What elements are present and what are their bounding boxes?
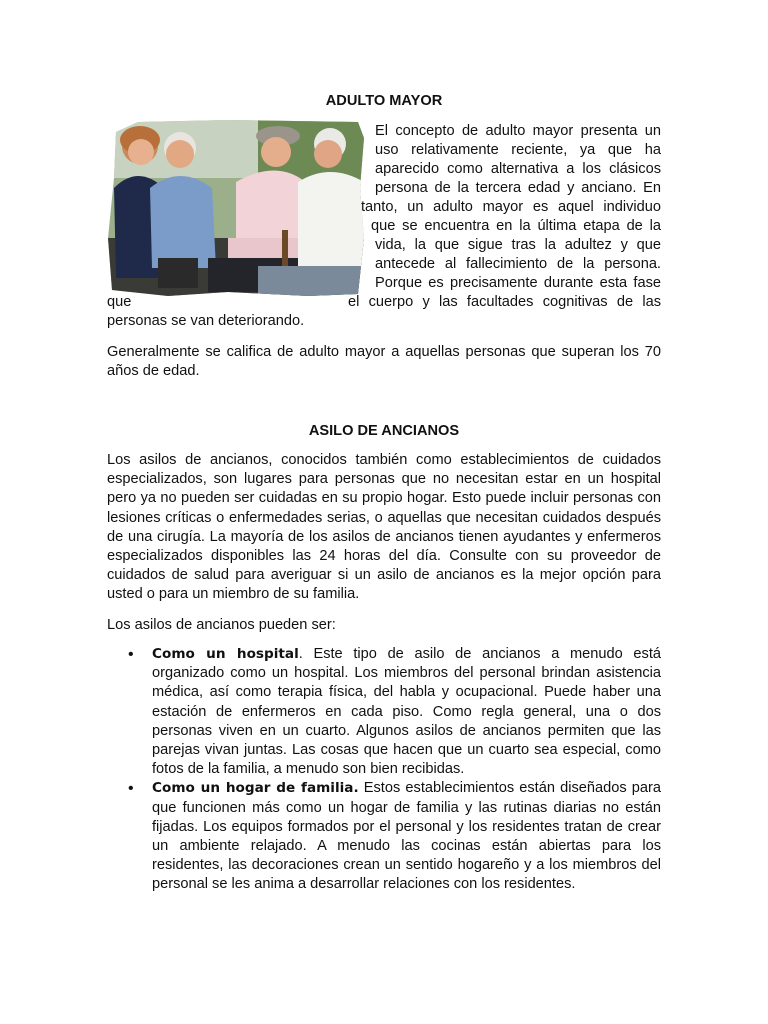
wrapped-line: el cuerpo y las facultades cognitivas de las	[348, 294, 661, 310]
section-title-adulto-mayor: ADULTO MAYOR	[325, 93, 443, 109]
list-item-text: Estos establecimientos están diseñados para que funcionen más como un hogar de familia y las rutinas diarias no están fijadas. Los equipos formados por el personal y los residentes tratan de crear un ambiente relajado. A menudo las cocinas están abiertas para los residentes, las decoraciones crean un sentido hogareño y a los miembros del personal se les anima a desarrollar relaciones con los residentes.	[152, 780, 661, 893]
paragraph-tipos: Los asilos de ancianos pueden ser:	[107, 617, 336, 633]
wrapped-line: uso relativamente reciente, ya que ha	[375, 142, 661, 158]
wrapped-line: aparecido como alternativa a los clásicos	[375, 161, 661, 177]
wrapped-line: El concepto de adulto mayor presenta un	[375, 123, 661, 139]
wrapped-line: persona de la tercera edad y anciano. En	[375, 180, 661, 196]
wrapped-line: tanto, un adulto mayor es aquel individuo	[361, 199, 661, 215]
bullet-list	[107, 645, 661, 895]
wrapped-line: Porque es precisamente durante esta fase	[375, 275, 661, 291]
wrapped-line: que se encuentra en la última etapa de la	[371, 218, 661, 234]
bullet-icon: •	[128, 646, 134, 663]
paragraph-adulto-mayor: Generalmente se califica de adulto mayor a aquellas personas que superan los 70 años de edad.	[107, 344, 661, 380]
elderly-people-photo	[108, 118, 364, 296]
wrapped-line: personas se van deteriorando.	[107, 313, 305, 329]
list-item-term: Como un hospital	[152, 646, 299, 662]
wrapped-line: antecede al fallecimiento de la persona.	[375, 256, 661, 272]
list-item	[107, 779, 661, 894]
list-item-term: Como un hogar de familia.	[152, 780, 359, 797]
wrapped-line: que	[107, 294, 132, 310]
section-title-asilo: ASILO DE ANCIANOS	[308, 423, 460, 439]
list-item-text: . Este tipo de asilo de ancianos a menudo está organizado como un hospital. Los miembros del personal brindan asistencia médica, así como terapia física, del habla y ocupacional. Puede haber una estación de enfermeros en cada piso. Como regla general, una o dos personas viven en un cuarto. Algunos asilos de ancianos permiten que las parejas vivan juntas. Las cosas que hacen que un cuarto sea especial, como fotos de la familia, a menudo son bien recibidas.	[152, 646, 661, 778]
list-item	[107, 645, 661, 779]
wrapped-line: vida, la que sigue tras la adultez y que	[375, 237, 661, 253]
bullet-icon: •	[128, 780, 134, 798]
paragraph-asilo: Los asilos de ancianos, conocidos también como establecimientos de cuidados especializados, son lugares para personas que no necesitan estar en un hospital pero ya no pueden ser cuidadas en su propio hogar. Esto puede incluir personas con lesiones críticas o enfermedades serias, o aquellas que necesitan cuidados después de una cirugía. La mayoría de los asilos de ancianos tienen ayudantes y enfermeros especializados disponibles las 24 horas del día. Consulte con su proveedor de cuidados de salud para averiguar si un asilo de ancianos es la mejor opción para usted o para un miembro de su familia.	[107, 452, 661, 603]
